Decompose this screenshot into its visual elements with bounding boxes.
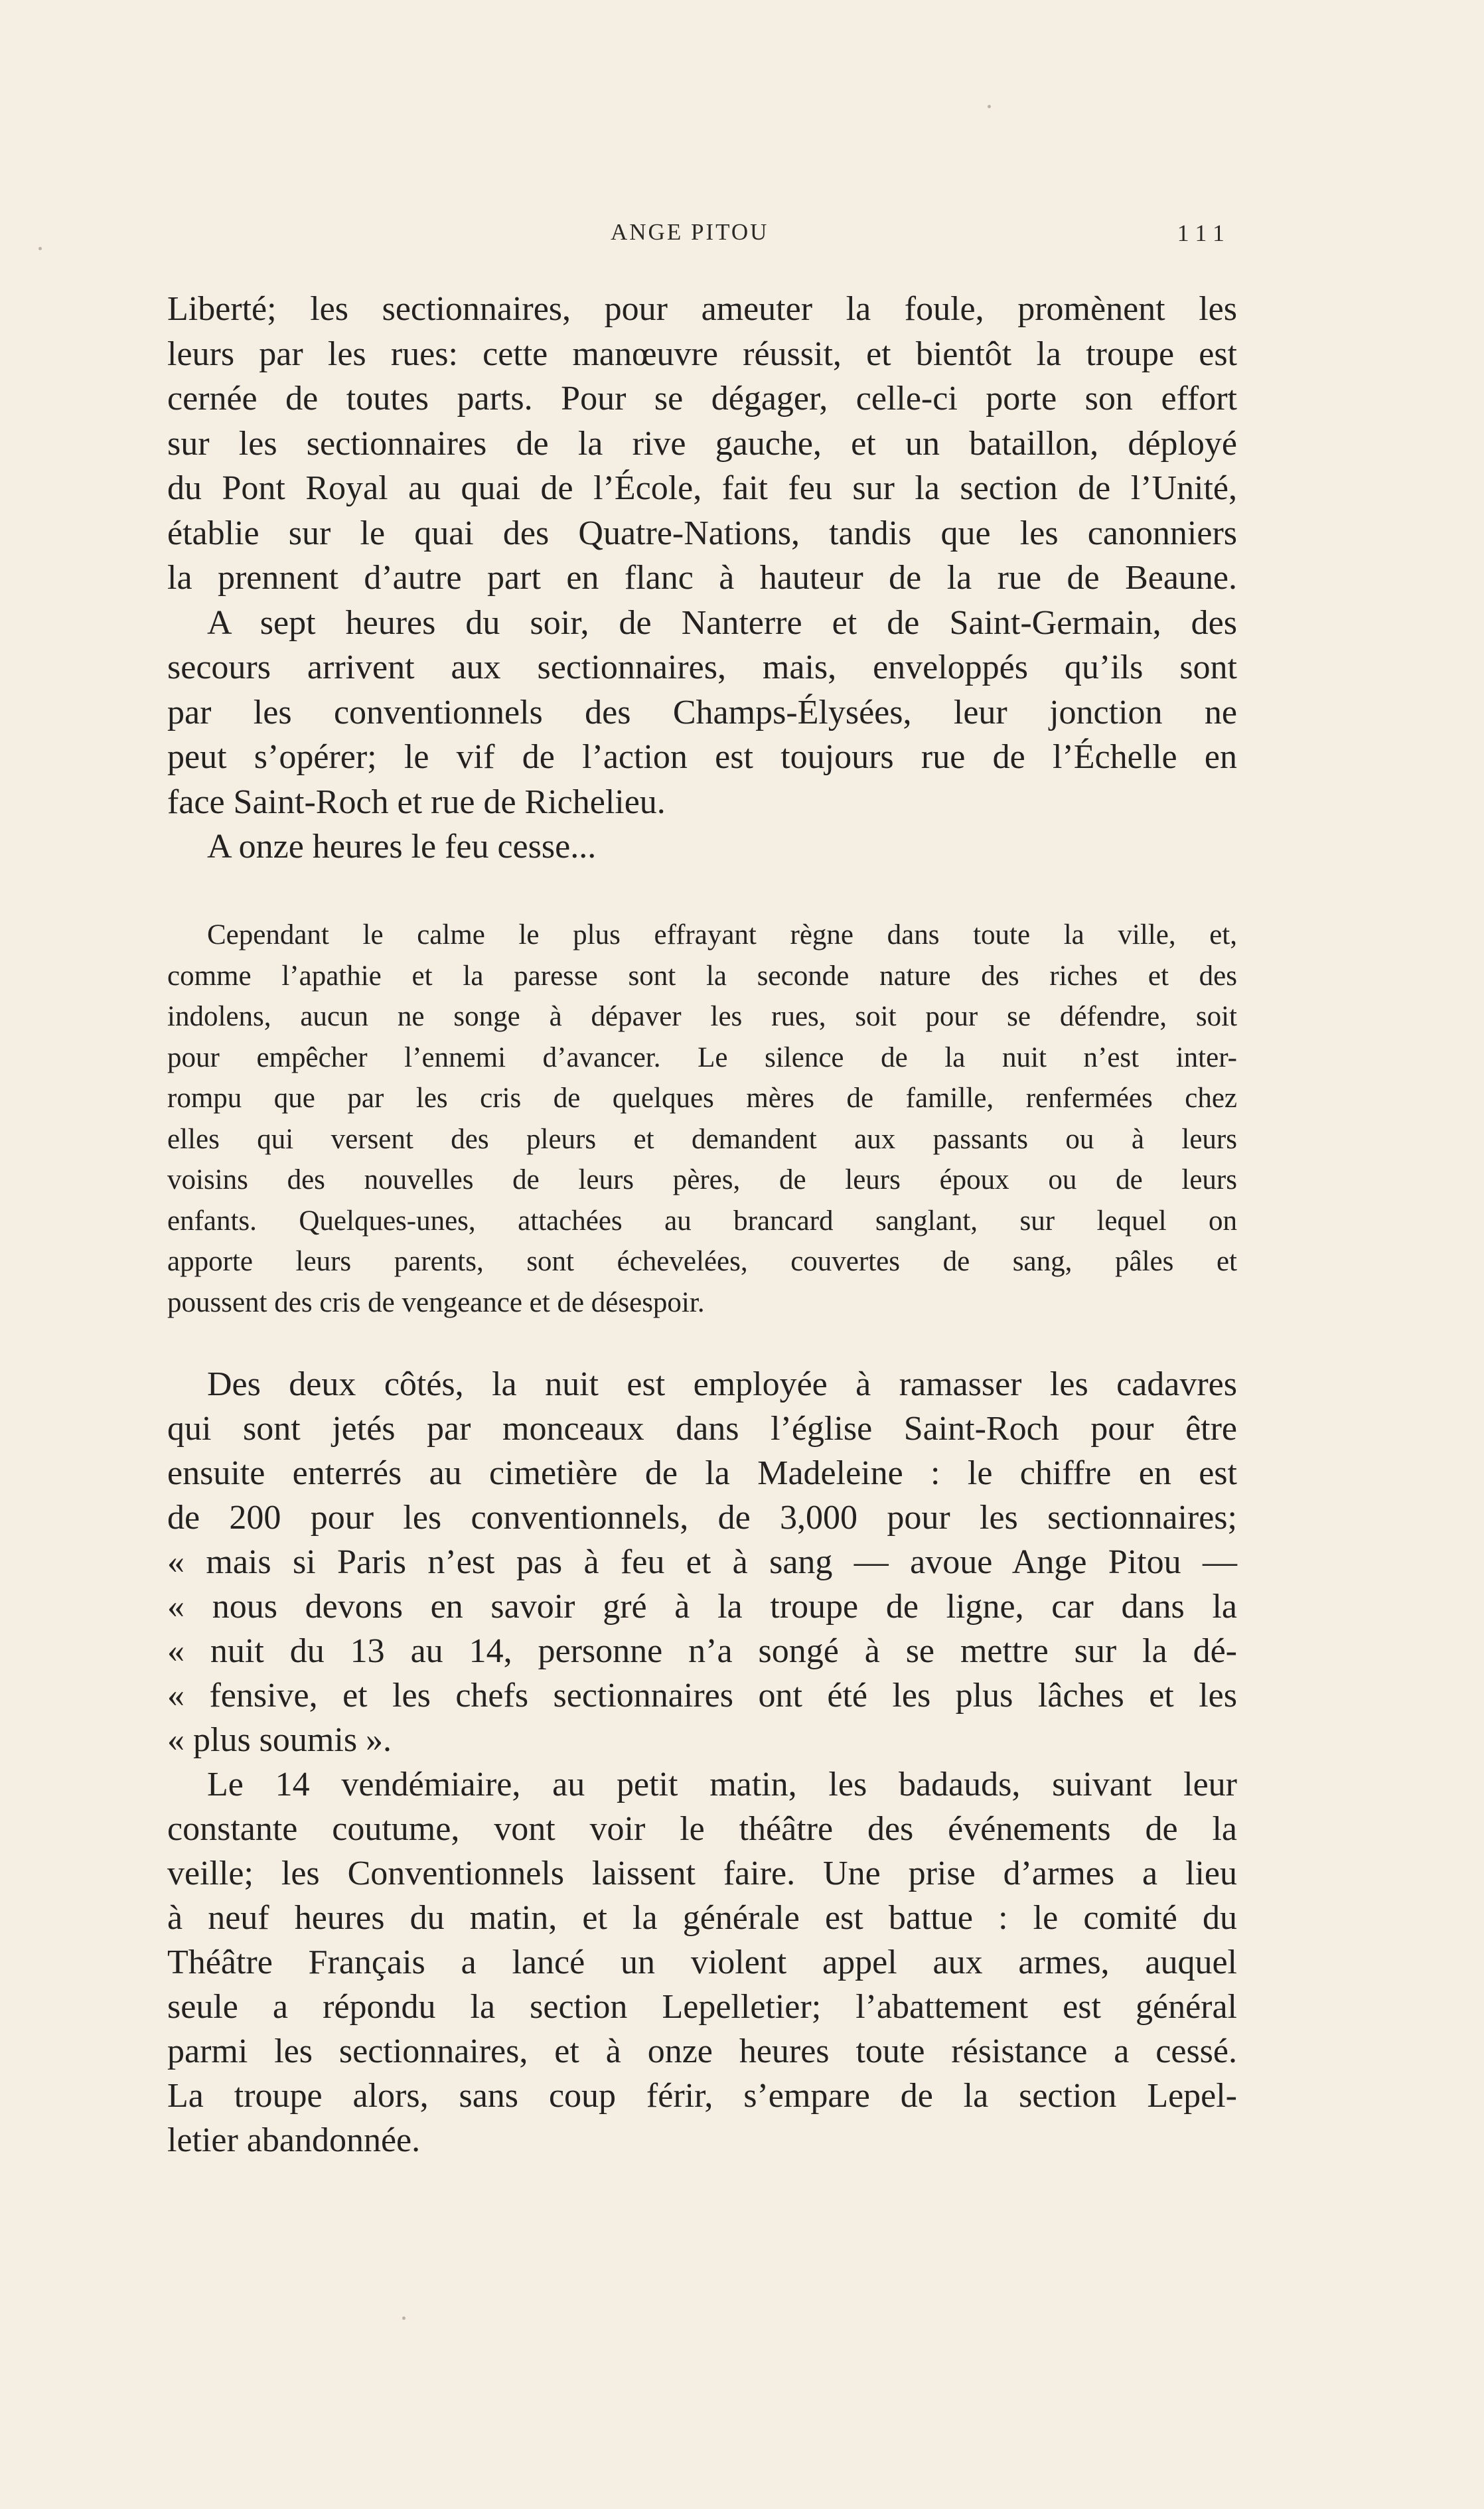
text-line: seule a répondu la section Lepelletier; l’abattement est général	[167, 1988, 1237, 2026]
text-line: la prennent d’autre part en flanc à hauteur de la rue de Beaune.	[167, 559, 1237, 597]
text-line: établie sur le quai des Quatre-Nations, tandis que les canonniers	[167, 514, 1237, 552]
text-line: comme l’apathie et la paresse sont la seconde nature des riches et des	[167, 960, 1237, 992]
text-line: La troupe alors, sans coup férir, s’empare de la section Lepel-	[167, 2077, 1237, 2115]
quoted-passage	[167, 915, 1237, 1323]
text-line: par les conventionnels des Champs-Élysées, leur jonction ne	[167, 693, 1237, 731]
text-line: Théâtre Français a lancé un violent appel aux armes, auquel	[167, 1943, 1237, 1981]
text-line: elles qui versent des pleurs et demandent aux passants ou à leurs	[167, 1123, 1237, 1155]
paper-speck	[402, 2317, 406, 2320]
text-line: à neuf heures du matin, et la générale est battue : le comité du	[167, 1899, 1237, 1937]
text-line: « plus soumis ».	[167, 1721, 392, 1759]
text-line: apporte leurs parents, sont échevelées, couvertes de sang, pâles et	[167, 1246, 1237, 1277]
text-line: leurs par les rues: cette manœuvre réussit, et bientôt la troupe est	[167, 335, 1237, 373]
text-line: ensuite enterrés au cimetière de la Madeleine : le chiffre en est	[167, 1454, 1237, 1492]
section-continuation	[167, 287, 1237, 870]
text-line: Le 14 vendémiaire, au petit matin, les badauds, suivant leur	[207, 1766, 1237, 1803]
text-line: poussent des cris de vengeance et de désespoir.	[167, 1286, 705, 1318]
running-head	[173, 219, 1234, 252]
paper-speck	[38, 247, 42, 250]
text-line: indolens, aucun ne songe à dépaver les rues, soit pour se défendre, soit	[167, 1001, 1237, 1032]
text-line: « fensive, et les chefs sectionnaires ont été les plus lâches et les	[167, 1677, 1237, 1714]
paper-speck	[988, 105, 991, 108]
text-line: Des deux côtés, la nuit est employée à ramasser les cadavres	[207, 1365, 1237, 1403]
text-line: enfants. Quelques-unes, attachées au brancard sanglant, sur lequel on	[167, 1205, 1237, 1237]
text-line: du Pont Royal au quai de l’École, fait feu sur la section de l’Unité,	[167, 469, 1237, 507]
text-line: parmi les sectionnaires, et à onze heures toute résistance a cessé.	[167, 2032, 1237, 2070]
text-line: rompu que par les cris de quelques mères de famille, renfermées chez	[167, 1083, 1237, 1114]
text-line: de 200 pour les conventionnels, de 3,000 pour les sectionnaires;	[167, 1499, 1237, 1537]
text-line: « mais si Paris n’est pas à feu et à sang — avoue Ange Pitou —	[167, 1543, 1237, 1581]
text-line: face Saint-Roch et rue de Richelieu.	[167, 783, 666, 821]
section-aftermath	[167, 1362, 1237, 2163]
text-line: sur les sectionnaires de la rive gauche, et un bataillon, déployé	[167, 424, 1237, 463]
text-line: « nuit du 13 au 14, personne n’a songé à se mettre sur la dé-	[167, 1632, 1237, 1670]
running-title: ANGE PITOU	[611, 219, 769, 245]
text-line: peut s’opérer; le vif de l’action est toujours rue de l’Échelle en	[167, 738, 1237, 776]
text-line: secours arrivent aux sectionnaires, mais, enveloppés qu’ils sont	[167, 648, 1237, 686]
text-line: Liberté; les sectionnaires, pour ameuter la foule, promènent les	[167, 290, 1237, 328]
text-line: letier abandonnée.	[167, 2121, 421, 2159]
text-line: pour empêcher l’ennemi d’avancer. Le silence de la nuit n’est inter-	[167, 1041, 1237, 1073]
page-number: 111	[1177, 220, 1231, 246]
text-line: voisins des nouvelles de leurs pères, de leurs époux ou de leurs	[167, 1164, 1237, 1195]
text-line: qui sont jetés par monceaux dans l’église Saint-Roch pour être	[167, 1410, 1237, 1448]
text-line: A onze heures le feu cesse...	[207, 828, 597, 866]
text-line: A sept heures du soir, de Nanterre et de Saint-Germain, des	[207, 603, 1237, 642]
text-line: Cependant le calme le plus effrayant règne dans toute la ville, et,	[207, 919, 1237, 950]
text-line: constante coutume, vont voir le théâtre des événements de la	[167, 1810, 1237, 1848]
text-line: « nous devons en savoir gré à la troupe de ligne, car dans la	[167, 1588, 1237, 1626]
text-line: cernée de toutes parts. Pour se dégager, celle-ci porte son effort	[167, 380, 1237, 418]
text-line: veille; les Conventionnels laissent faire. Une prise d’armes a lieu	[167, 1855, 1237, 1892]
